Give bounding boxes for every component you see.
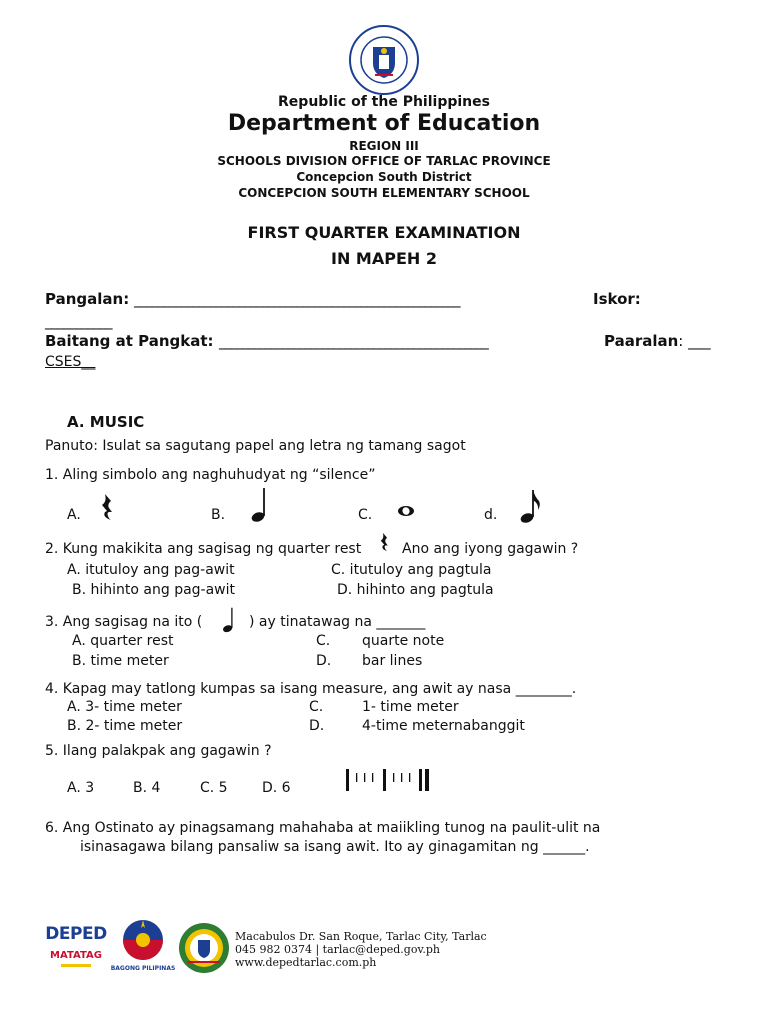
q3-option-a: A. quarter rest [72,633,174,649]
score-label: Iskor: [593,290,641,308]
q3-option-d-text: bar lines [362,653,423,669]
exam-title-line2: IN MAPEH 2 [331,249,437,268]
q1-option-c-letter: C. [358,507,373,523]
school-colon: : [678,332,684,350]
q4-option-c-text: 1- time meter [362,699,459,715]
q5-option-c: C. 5 [200,780,228,796]
q3-option-b: B. time meter [72,653,169,669]
q4-option-d-text: 4-time meternabanggit [362,718,525,734]
q2-option-c: C. itutuloy ang pagtula [331,562,492,578]
bagong-pilipinas-logo [110,918,176,976]
q2-option-d: D. hihinto ang pagtula [337,582,494,598]
question-4: 4. Kapag may tatlong kumpas sa isang measure, ang awit ay nasa ________. [45,681,577,697]
whole-note-icon [397,505,415,517]
footer-website[interactable]: www.depedtarlac.com.ph [235,956,377,969]
q4-option-a: A. 3- time meter [67,699,182,715]
question-5: 5. Ilang palakpak ang gagawin ? [45,743,272,759]
grade-blank[interactable]: _______________________________________________ [219,332,487,350]
q5-option-a: A. 3 [67,780,95,796]
deped-logo-text: DEPED [45,924,107,944]
question-2-part1: 2. Kung makikita ang sagisag ng quarter rest [45,541,362,557]
section-title: A. MUSIC [67,413,145,431]
rhythm-measure-icon [345,767,435,793]
school-line: CONCEPCION SOUTH ELEMENTARY SCHOOL [238,186,530,200]
school-blank[interactable]: ___ [688,332,711,350]
department-title: Department of Education [227,111,541,136]
q5-option-b: B. 4 [133,780,161,796]
name-blank[interactable]: ________________________________________________________ [134,290,459,308]
deped-matatag-logo [45,920,107,972]
quarter-rest-icon [98,492,118,522]
q1-option-a-letter: A. [67,507,81,523]
q5-option-d: D. 6 [262,780,291,796]
q4-option-d-letter: D. [309,718,325,734]
region-line: REGION III [349,139,419,153]
question-6-line2: isinasagawa bilang pansaliw sa isang awit. Ito ay ginagamitan ng ______. [80,839,590,855]
eighth-note-icon [519,489,541,525]
name-label: Pangalan: [45,290,130,308]
q2-option-b: B. hihinto ang pag-awit [72,582,236,598]
district-line: Concepcion South District [296,170,472,184]
question-3-part1: 3. Ang sagisag na ito ( [45,614,203,630]
matatag-text: MATATAG [50,950,102,961]
footer-contact: 045 982 0374 | tarlac@deped.gov.ph [235,943,440,956]
directions: Panuto: Isulat sa sagutang papel ang letra ng tamang sagot [45,438,466,454]
division-line: SCHOOLS DIVISION OFFICE OF TARLAC PROVINCE [217,154,551,168]
school-field [604,332,711,350]
question-6-line1: 6. Ang Ostinato ay pinagsamang mahahaba at maiikling tunog na paulit-ulit na [45,820,601,836]
question-3-part2: ) ay tinatawag na _______ [249,614,426,630]
school-label: Paaralan [604,332,679,350]
exam-title-line1: FIRST QUARTER EXAMINATION [247,223,521,242]
footer-address: Macabulos Dr. San Roque, Tarlac City, Tarlac [235,930,487,943]
question-2-part2: Ano ang iyong gagawin ? [402,541,579,557]
bagong-pilipinas-text: BAGONG PILIPINAS [110,965,176,972]
q1-option-d-letter: d. [484,507,498,523]
score-blank[interactable]: ___________ [45,312,111,330]
q4-option-c-letter: C. [309,699,324,715]
quarter-note-icon [250,487,270,523]
school-value[interactable]: CSES__ [45,354,96,370]
question-1: 1. Aling simbolo ang naghuhudyat ng “silence” [45,467,376,483]
quarter-note-icon [221,607,237,633]
q2-option-a: A. itutuloy ang pag-awit [67,562,235,578]
q3-option-d-letter: D. [316,653,332,669]
q4-option-b: B. 2- time meter [67,718,183,734]
q1-option-b-letter: B. [211,507,226,523]
division-seal [178,922,230,974]
quarter-rest-icon [378,529,392,555]
deped-seal [349,25,419,95]
grade-label: Baitang at Pangkat: [45,332,214,350]
q3-option-c-letter: C. [316,633,331,649]
q3-option-c-text: quarte note [362,633,445,649]
republic-line: Republic of the Philippines [278,94,490,110]
